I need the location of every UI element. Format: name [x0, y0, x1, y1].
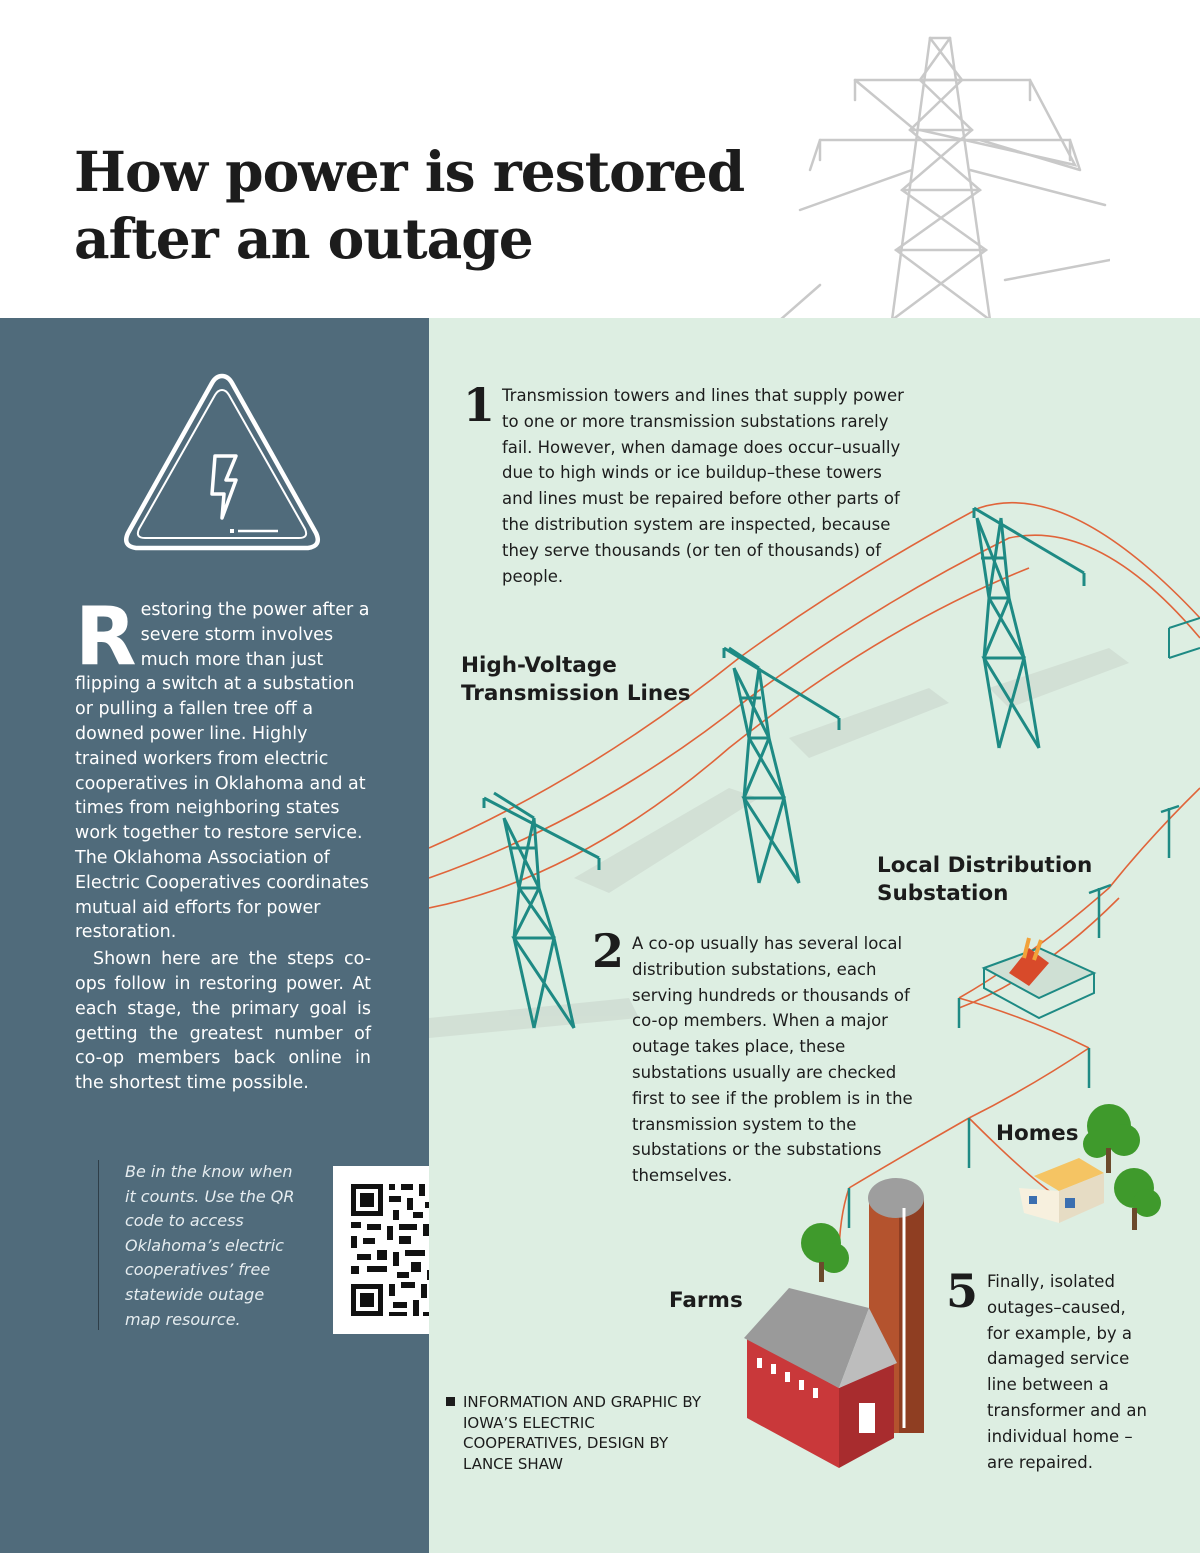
label-transmission-line-1: High-Voltage: [461, 653, 617, 678]
label-substation-line-2: Substation: [877, 881, 1009, 906]
intro-paragraph-1-text: estoring the power after a severe storm involves much more than just flipping a switch at a substation or pulling a fallen tree off a downed power line. Highly trained workers from electric cooperatives in Oklahoma and at times from neighboring states work together to restore service. The Oklahoma Association of Electric Cooperatives coordinates mutual aid efforts for power restoration.: [75, 600, 370, 943]
step-1-number: 1: [463, 378, 496, 432]
high-voltage-warning-icon: [118, 368, 326, 558]
home-illustration: [1019, 1158, 1104, 1223]
step-2-number: 2: [592, 924, 625, 978]
credit: [446, 1392, 716, 1474]
transmission-tower-3: [974, 508, 1084, 748]
label-substation-line-1: Local Distribution: [877, 853, 1093, 878]
transmission-tower-1: [484, 793, 599, 1028]
qr-callout-text: Be in the know when it counts. Use the QR code to access Oklahoma’s electric cooperatives’ free statewide outage map resource.: [125, 1162, 295, 1329]
title-line-2: after an outage: [74, 206, 533, 271]
label-transmission-line-2: Transmission Lines: [461, 681, 691, 706]
step-5-number: 5: [946, 1264, 979, 1318]
credit-bullet: [446, 1397, 455, 1406]
label-farms: Farms: [669, 1288, 743, 1313]
intro-paragraph-1: [75, 590, 371, 945]
label-homes: Homes: [996, 1121, 1079, 1146]
credit-text: INFORMATION AND GRAPHIC BY IOWA’S ELECTRIC COOPERATIVES, DESIGN BY LANCE SHAW: [463, 1393, 702, 1473]
background-tower-illustration: [780, 20, 1110, 320]
transmission-substation: [1169, 618, 1200, 658]
intro-paragraph-2: Shown here are the steps co-ops follow in restoring power. At each stage, the primary goal is getting the greatest number of co-op members back online in the shortest time possible.: [75, 949, 371, 1094]
step-2-text: A co-op usually has several local distribution substations, each serving hundreds or thousands of co-op members. When a major outage takes place, these substations usually are checked first to see if the problem is in the transmission system to the substations or the substations themselves.: [632, 934, 913, 1186]
qr-callout: [98, 1160, 298, 1330]
drop-cap: R: [75, 590, 137, 683]
step-1-text: Transmission towers and lines that supply power to one or more transmission substations rarely fail. However, when damage does occur–usually due to high winds or ice buildup–these towers and lines must be repaired before other parts of the distribution system are inspected, because they serve thousands (or ten of thousands) of people.: [502, 386, 904, 586]
title-line-1: How power is restored: [74, 139, 745, 204]
intro-text: [75, 590, 371, 1096]
step-5-text: Finally, isolated outages–caused, for example, by a damaged service line between a transformer and an individual home –are repaired.: [987, 1272, 1147, 1472]
label-distribution-substation: [877, 852, 1092, 908]
distribution-substation: [984, 938, 1094, 1018]
page-title: [74, 138, 744, 272]
transmission-tower-2: [724, 648, 839, 883]
label-transmission-lines: [461, 652, 691, 708]
